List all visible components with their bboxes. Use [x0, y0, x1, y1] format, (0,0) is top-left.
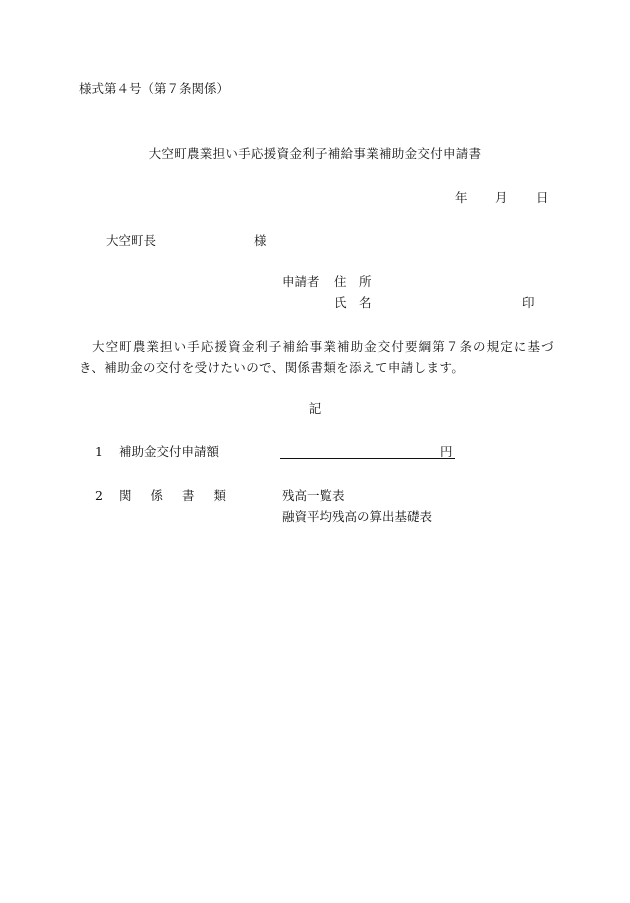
document-title: 大空町農業担い手応援資金利子補給事業補助金交付申請書 — [148, 146, 482, 161]
applicant-label: 申請者 — [282, 274, 320, 289]
date-year-label: 年 — [455, 190, 468, 205]
applicant-address-label: 住 所 — [334, 274, 372, 289]
related-document-1: 残高一覧表 — [282, 488, 345, 503]
item-1-number: 1 — [95, 444, 103, 459]
item-2-number: 2 — [95, 488, 103, 503]
form-number: 様式第４号（第７条関係） — [79, 81, 230, 96]
addressee-honorific: 様 — [254, 233, 267, 248]
ki-heading: 記 — [308, 401, 322, 416]
date-month-label: 月 — [495, 190, 508, 205]
item-1-label: 補助金交付申請額 — [119, 444, 220, 459]
applicant-name-label: 氏 名 — [334, 295, 372, 310]
addressee-name: 大空町長 — [106, 233, 157, 248]
item-2-label: 関係書類 — [119, 488, 246, 503]
date-day-label: 日 — [536, 190, 549, 205]
application-statement: 大空町農業担い手応援資金利子補給事業補助金交付要綱第７条の規定に基づき、補助金の交付を受けたいので、関係書類を添えて申請します。 — [79, 339, 554, 375]
seal-label: 印 — [522, 295, 535, 310]
related-document-2: 融資平均残高の算出基礎表 — [282, 509, 433, 524]
amount-unit: 円 — [440, 444, 453, 459]
amount-underline — [280, 458, 455, 459]
